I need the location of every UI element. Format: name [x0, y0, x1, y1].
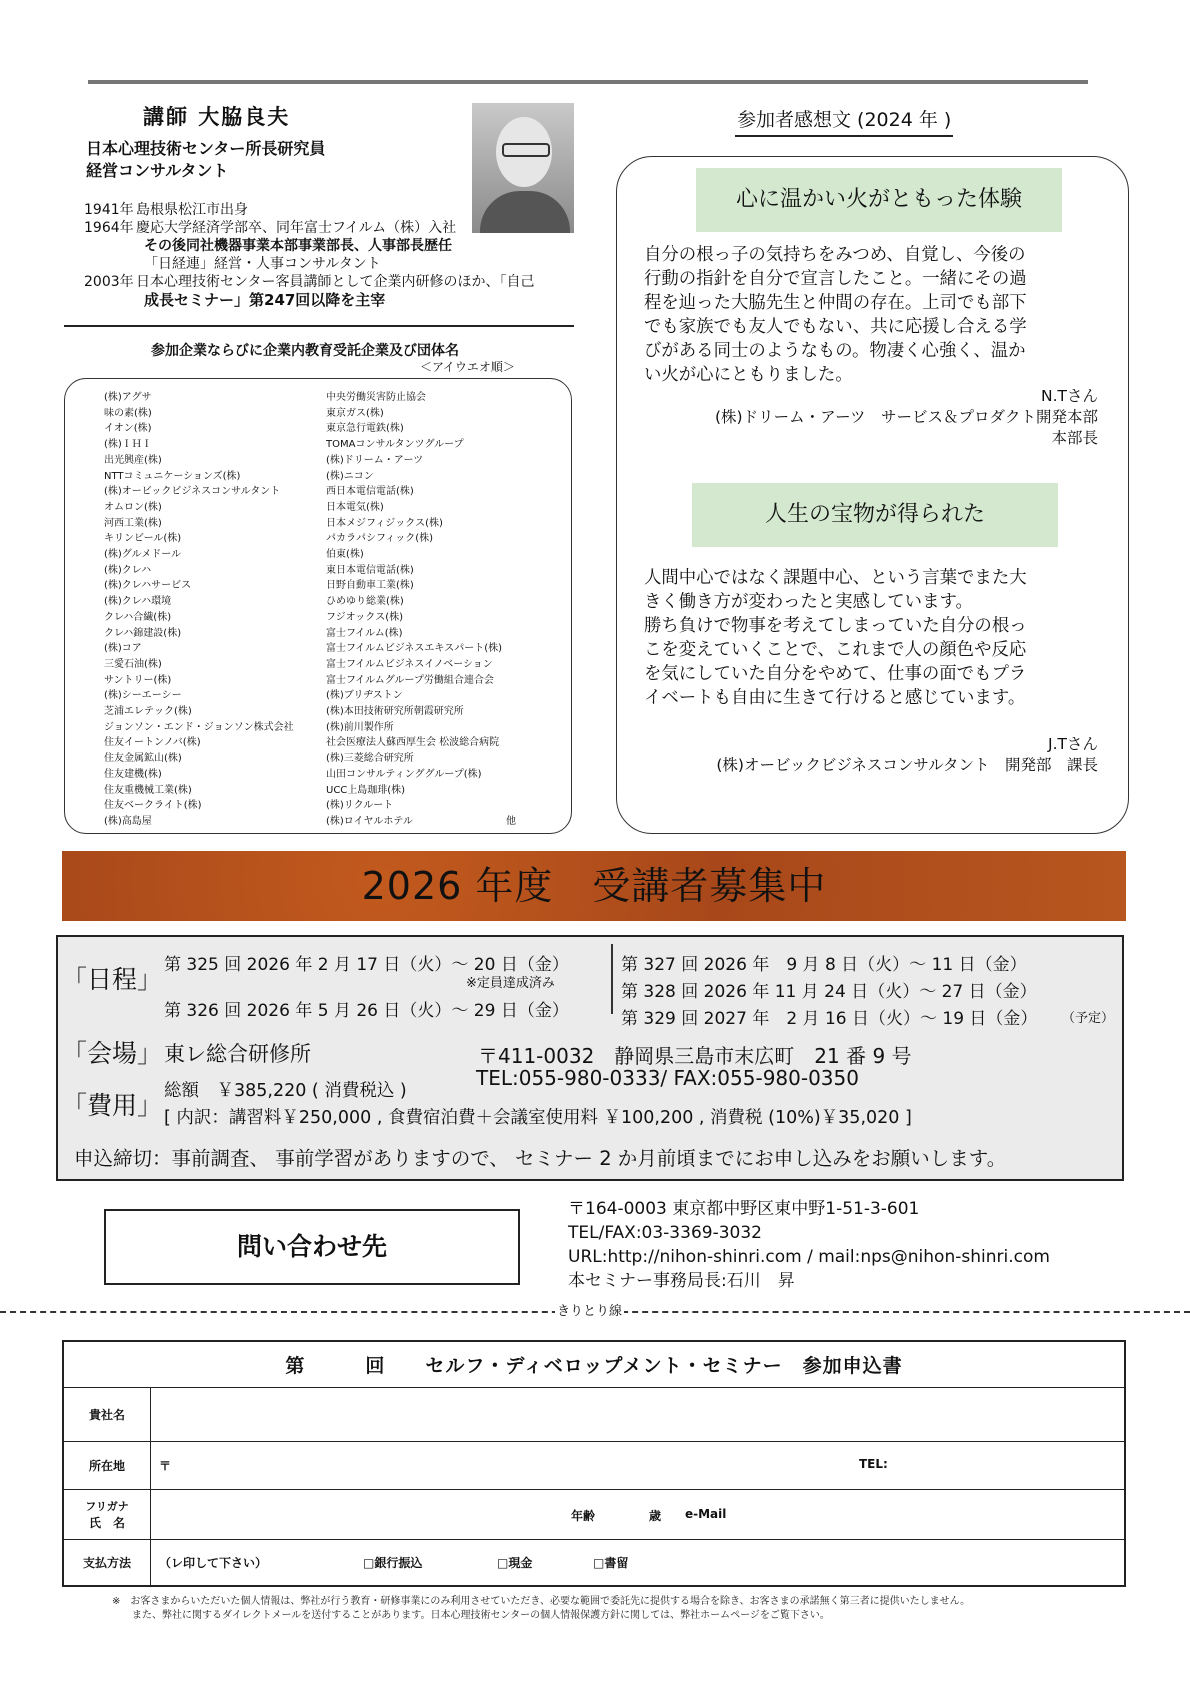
- company-item: ジョンソン・エンド・ジョンソン株式会社: [104, 721, 294, 733]
- company-item: 東京ガス(株): [326, 407, 384, 419]
- lecturer-org-line1: 日本心理技術センター所長研究員: [86, 139, 326, 158]
- company-item: (株)シーエーシー: [104, 690, 182, 702]
- application-form: [62, 1340, 1126, 1587]
- impressions-heading: 参加者感想文 (2024 年 ): [735, 105, 953, 137]
- schedule-divider: [611, 944, 613, 1014]
- company-item: 中央労働災害防止協会: [326, 392, 426, 403]
- contact-info: [568, 1197, 1050, 1293]
- impression-name: N.Tさん: [1041, 387, 1098, 405]
- cut-line-label: きりとり線: [555, 1300, 624, 1319]
- session-327: 第 327 回 2026 年 9 月 8 日（火）～ 11 日（金）: [621, 955, 1027, 975]
- top-rule: [88, 80, 1088, 84]
- company-item: (株)前川製作所: [326, 721, 394, 733]
- session-326: 第 326 回 2026 年 5 月 26 日（火）～ 29 日（金）: [164, 1001, 569, 1021]
- bio-year: 1964年: [84, 220, 134, 236]
- company-item: フジオックス(株): [326, 611, 404, 623]
- venue-tel: TEL:055-980-0333/ FAX:055-980-0350: [476, 1066, 859, 1090]
- impression-line: い火が心にともりました。: [644, 365, 853, 385]
- company-item: 出光興産(株): [104, 454, 162, 466]
- privacy-footnote: [112, 1595, 970, 1623]
- impression-line: イベートも自由に生きて行けると感じています。: [644, 688, 1026, 708]
- company-field[interactable]: [151, 1388, 1126, 1442]
- impression-line: 程を辿った大脇先生と仲間の存在。上司でも部下: [644, 293, 1027, 313]
- company-item: (株)リクルート: [326, 800, 394, 812]
- form-header: 第 回 セルフ・ディベロップメント・セミナー 参加申込書: [63, 1341, 1125, 1388]
- impression-company: (株)オービックビジネスコンサルタント 開発部 課長: [716, 756, 1098, 774]
- company-item: 東日本電信電話(株): [326, 564, 414, 576]
- company-item: NTTコミュニケーションズ(株): [104, 470, 241, 482]
- check-note: （レ印して下さい）: [159, 1556, 268, 1570]
- company-item: (株)クレハ環境: [104, 596, 172, 608]
- company-item: (株)本田技術研究所朝霞研究所: [326, 706, 464, 718]
- company-item: (株)コア: [104, 643, 142, 655]
- company-item: (株)三菱総合研究所: [326, 753, 414, 765]
- bio-cont-1: その後同社機器事業本部事業部長、人事部長歴任: [144, 238, 452, 254]
- impression-body: [644, 566, 1084, 710]
- companies-right-column: [326, 390, 502, 830]
- recruit-banner: 2026 年度 受講者募集中: [62, 851, 1126, 921]
- company-item: (株)アグサ: [104, 392, 152, 403]
- inquiry-label: 問い合わせ先: [104, 1209, 520, 1285]
- impression-line: 行動の指針を自分で宣言したこと。一緒にその過: [644, 269, 1027, 289]
- footnote-line-1: ※ お客さまからいただいた個人情報は、弊社が行う教育・研修事業にのみ利用させていただき、必要な範囲で委託先に提供する場合を除き、お客さまの承諾無く第三者に提供いたしません。: [112, 1596, 971, 1607]
- impression-title: 人生の宝物が得られた: [692, 483, 1058, 547]
- label-fee: 「費用」: [62, 1091, 163, 1120]
- company-item: オムロン(株): [104, 501, 162, 513]
- bio-row: [84, 201, 534, 219]
- section-rule: [64, 325, 574, 327]
- company-item: 富士フイルムビジネスエキスパート(株): [326, 643, 503, 655]
- company-item: 芝浦エレテック(株): [104, 706, 192, 718]
- company-item: 社会医療法人蘇西厚生会 松波総合病院: [326, 737, 500, 749]
- bio-row: [84, 273, 534, 291]
- company-item: 山田コンサルティンググループ(株): [326, 768, 482, 780]
- company-item: サントリー(株): [104, 674, 172, 686]
- company-item: (株)オービックビジネスコンサルタント: [104, 486, 281, 498]
- deadline: 申込締切：事前調査、 事前学習がありますので、 セミナー 2 か月前頃までにお申し込みをお願いします。: [74, 1147, 1007, 1170]
- company-item: 住友建機(株): [104, 768, 162, 780]
- session-329: 第 329 回 2027 年 2 月 16 日（火）～ 19 日（金）: [621, 1009, 1038, 1029]
- impression-body: [644, 243, 1084, 387]
- impression-attribution: [716, 734, 1098, 776]
- impression-line: 勝ち負けで物事を考えてしまっていた自分の根っ: [644, 616, 1027, 636]
- company-item: 住友金属鉱山(株): [104, 753, 182, 765]
- lecturer-org-line2: 経営コンサルタント: [86, 161, 229, 180]
- email-label: e-Mail: [685, 1507, 727, 1521]
- companies-left-column: [104, 390, 294, 830]
- company-item: (株)ブリヂストン: [326, 690, 403, 702]
- contact-web[interactable]: URL:http://nihon-shinri.com / mail:nps@nihon-shinri.com: [568, 1247, 1050, 1267]
- impression-line: きく働き方が変わったと実感しています。: [644, 592, 973, 612]
- contact-telfax: TEL/FAX:03-3369-3032: [568, 1223, 762, 1243]
- impression-line: 自分の根っ子の気持ちをみつめ、自覚し、今後の: [644, 245, 1026, 265]
- venue-name: 東レ総合研修所: [164, 1042, 311, 1066]
- company-item: TOMAコンサルタンツグループ: [326, 439, 464, 451]
- bio-cont-3: 成長セミナー」第247回以降を主宰: [144, 291, 386, 309]
- companies-order-note: ＜アイウエオ順＞: [420, 360, 515, 374]
- bio-cont-2: 「日経連」経営・人事コンサルタント: [144, 256, 381, 272]
- label-company: 貴社名: [63, 1388, 151, 1442]
- company-item: 河西工業(株): [104, 517, 162, 529]
- name-label: 氏 名: [88, 1516, 125, 1530]
- company-item: 日野自動車工業(株): [326, 580, 414, 592]
- company-item: (株)ニコン: [326, 470, 374, 482]
- company-item: 富士フイルムビジネスイノベーション: [326, 658, 493, 670]
- session-325-note: ※定員達成済み: [466, 976, 555, 991]
- company-item: 住友ベークライト(株): [104, 800, 202, 812]
- payment-cash-checkbox[interactable]: □現金: [497, 1556, 533, 1570]
- company-item: 日本メジフィジックス(株): [326, 517, 443, 529]
- company-item: (株)高島屋: [104, 815, 152, 827]
- company-item: (株)ドリーム・アーツ: [326, 454, 424, 466]
- label-payment: 支払方法: [63, 1540, 151, 1586]
- age-label: 年齢: [571, 1509, 596, 1523]
- age-unit: 歳: [649, 1509, 662, 1523]
- company-item: ひめゆり総業(株): [326, 596, 404, 608]
- label-venue: 「会場」: [62, 1039, 163, 1068]
- impression-attribution: [715, 386, 1098, 449]
- fee-detail: [ 内訳：講習料￥250,000 , 食費宿泊費＋会議室使用料 ￥100,200 , 消費税 (10%)￥35,020 ]: [164, 1108, 912, 1128]
- impression-line: 人間中心ではなく課題中心、という言葉でまた大: [644, 568, 1027, 588]
- bio-year: 1941年: [84, 202, 134, 218]
- companies-etc: 他: [506, 816, 516, 827]
- impression-name: J.Tさん: [1048, 735, 1098, 753]
- impression-line: を気にしていた自分をやめて、仕事の面でもプラ: [644, 664, 1027, 684]
- footnote-line-2: また、弊社に関するダイレクトメールを送付することがあります。日本心理技術センターの個人情報保護方針に関しては、弊社ホームページをご覧下さい。: [132, 1610, 830, 1621]
- label-address: 所在地: [63, 1442, 151, 1490]
- impression-line: びがある同士のようなもの。物凄く心強く、温か: [644, 341, 1026, 361]
- company-item: クレハ錦建設(株): [104, 627, 182, 639]
- company-item: (株)ＩＨＩ: [104, 439, 152, 451]
- company-item: 富士フイルムグループ労働組合連合会: [326, 674, 494, 686]
- lecturer-title: 講師 大脇良夫: [143, 105, 291, 129]
- bio-text: 島根県松江市出身: [136, 202, 248, 218]
- label-name: [63, 1490, 151, 1540]
- company-item: (株)クレハサービス: [104, 580, 192, 592]
- company-item: 富士フイルム(株): [326, 627, 403, 639]
- bio-text: 日本心理技術センター客員講師として企業内研修のほか、「自己: [136, 274, 535, 290]
- company-item: 三愛石油(株): [104, 658, 162, 670]
- company-item: 東京急行電鉄(株): [326, 423, 404, 435]
- contact-manager: 本セミナー事務局長:石川 昇: [568, 1271, 795, 1291]
- company-item: キリンビール(株): [104, 533, 182, 545]
- payment-registered-checkbox[interactable]: □書留: [593, 1556, 629, 1570]
- session-328: 第 328 回 2026 年 11 月 24 日（火）～ 27 日（金）: [621, 982, 1037, 1002]
- name-field[interactable]: [151, 1490, 1126, 1540]
- company-item: 西日本電信電話(株): [326, 486, 414, 498]
- company-item: 日本電気(株): [326, 501, 384, 513]
- tel-label: TEL:: [859, 1457, 888, 1471]
- company-item: (株)ロイヤルホテル: [326, 815, 413, 827]
- venue-address: 〒411-0032 静岡県三島市末広町 21 番 9 号: [478, 1044, 912, 1068]
- company-item: 住友イートンノバ(株): [104, 737, 201, 749]
- company-item: パカラパシフィック(株): [326, 533, 434, 545]
- session-329-note: （予定）: [1062, 1011, 1115, 1026]
- postal-mark: 〒: [159, 1459, 172, 1473]
- company-item: 伯東(株): [326, 549, 364, 561]
- payment-field: [151, 1540, 1126, 1586]
- company-item: (株)クレハ: [104, 564, 152, 576]
- furigana-label: フリガナ: [85, 1500, 129, 1513]
- impression-line: こを変えていくことで、これまで人の顔色や反応: [644, 640, 1027, 660]
- impression-company: (株)ドリーム・アーツ サービス＆プロダクト開発本部: [714, 408, 1098, 426]
- label-schedule: 「日程」: [62, 965, 163, 994]
- bio-year: 2003年: [84, 274, 134, 290]
- company-item: (株)グルメドール: [104, 549, 182, 561]
- impression-title: 心に温かい火がともった体験: [696, 168, 1062, 232]
- lecturer-org: [86, 138, 325, 182]
- company-item: クレハ合繊(株): [104, 611, 172, 623]
- lecturer-bio: [84, 201, 534, 310]
- address-field[interactable]: [151, 1442, 1126, 1490]
- impression-position: 本部長: [1051, 429, 1098, 447]
- company-item: UCC上島珈琲(株): [326, 784, 406, 796]
- company-item: イオン(株): [104, 423, 152, 435]
- bio-text: 慶応大学経済学部卒、同年富士フイルム（株）入社: [136, 220, 457, 236]
- impression-line: でも家族でも友人でもない、共に応援し合える学: [644, 317, 1027, 337]
- session-325: 第 325 回 2026 年 2 月 17 日（火）～ 20 日（金）: [164, 955, 569, 975]
- companies-title: 参加企業ならびに企業内教育受託企業及び団体名: [151, 343, 459, 359]
- company-item: 味の素(株): [104, 407, 152, 419]
- bio-row: [84, 219, 534, 237]
- fee-total: 総額 ￥385,220 ( 消費税込 ): [164, 1081, 407, 1101]
- payment-bank-checkbox[interactable]: □銀行振込: [363, 1556, 423, 1570]
- contact-address: 〒164-0003 東京都中野区東中野1-51-3-601: [568, 1199, 920, 1219]
- company-item: 住友重機械工業(株): [104, 784, 192, 796]
